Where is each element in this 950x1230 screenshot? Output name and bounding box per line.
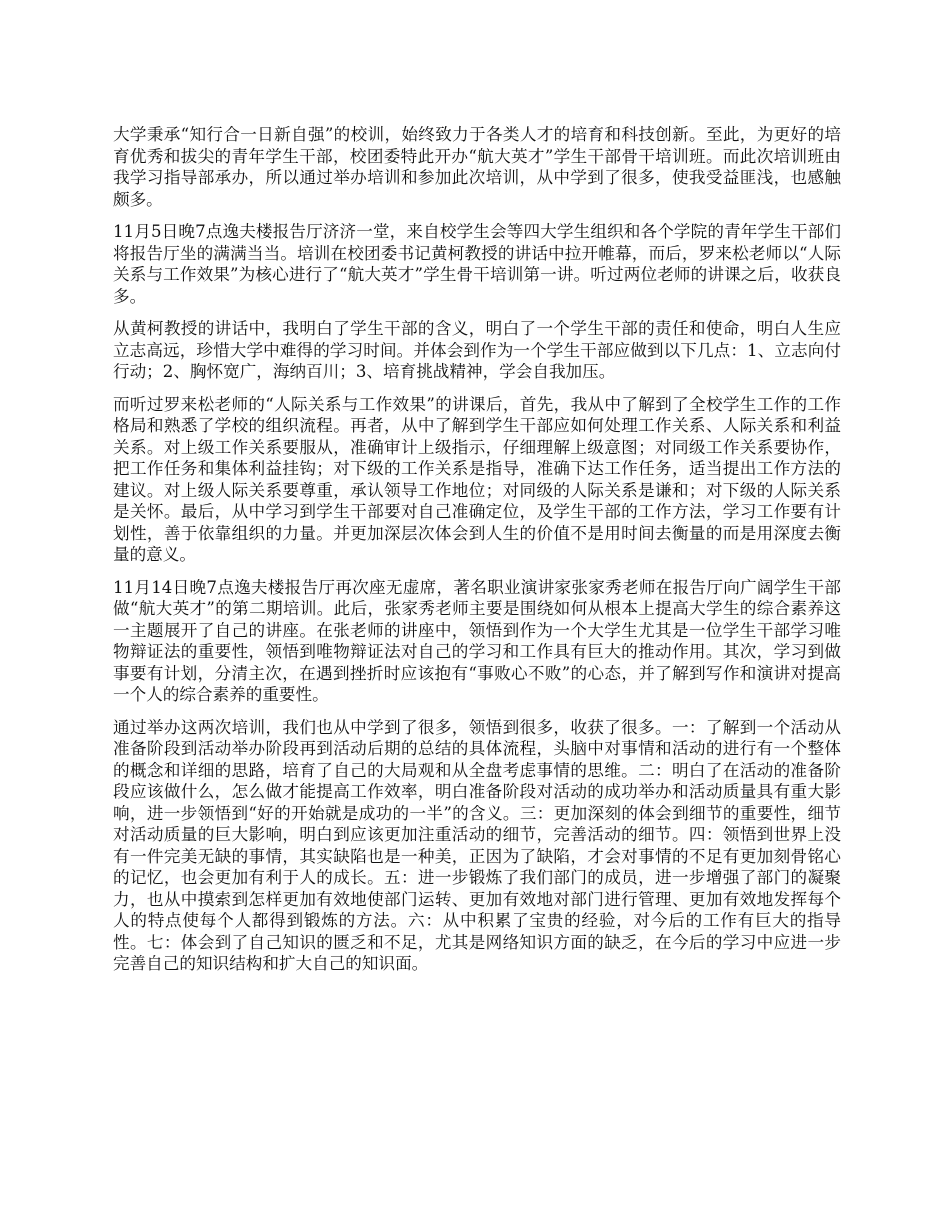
paragraph-luo-laisong-lecture: 而听过罗来松老师的“人际关系与工作效果”的讲课后，首先，我从中了解到了全校学生工作的工作格局和熟悉了学校的组织流程。再者，从中了解到学生干部应如何处理工作关系、人际关系和利益关系。对上级工作关系要服从，准确审计上级指示，仔细理解上级意图；对同级工作关系要协作，把工作任务和集体利益挂钩；对下级的工作关系是指导，准确下达工作任务，适当提出工作方法的建议。对上级人际关系要尊重，承认领导工作地位；对同级的人际关系是谦和；对下级的人际关系是关怀。最后，从中学习到学生干部要对自己准确定位，及学生干部的工作方法，学习工作要有计划性，善于依靠组织的力量。并更加深层次体会到人生的价值不是用时间去衡量的而是用深度去衡量的意义。 (113, 394, 841, 564)
paragraph-second-training: 11月14日晚7点逸夫楼报告厅再次座无虚席，著名职业演讲家张家秀老师在报告厅向广阔学生干部做“航大英才”的第二期培训。此后，张家秀老师主要是围绕如何从根本上提高大学生的综合素养这一主题展开了自己的讲座。在张老师的讲座中，领悟到作为一个大学生尤其是一位学生干部学习唯物辩证法的重要性，领悟到唯物辩证法对自己的学习和工作具有巨大的推动作用。其次，学习到做事要有计划，分清主次，在遇到挫折时应该抱有“事败心不败”的心态，并了解到写作和演讲对提高一个人的综合素养的重要性。 (113, 577, 841, 704)
paragraph-huang-ke-speech: 从黄柯教授的讲话中，我明白了学生干部的含义，明白了一个学生干部的责任和使命，明白人生应立志高远，珍惜大学中难得的学习时间。并体会到作为一个学生干部应做到以下几点：1、立志向付行动；2、胸怀宽广，海纳百川；3、培育挑战精神，学会自我加压。 (113, 319, 841, 381)
paragraph-first-training: 11月5日晚7点逸夫楼报告厅济济一堂，来自校学生会等四大学生组织和各个学院的青年学生干部们将报告厅坐的满满当当。培训在校团委书记黄柯教授的讲话中拉开帷幕，而后，罗来松老师以“人际关系与工作效果”为核心进行了“航大英才”学生骨干培训第一讲。听过两位老师的讲课之后，收获良多。 (113, 222, 841, 306)
paragraph-summary-gains: 通过举办这两次培训，我们也从中学到了很多，领悟到很多，收获了很多。一：了解到一个活动从准备阶段到活动举办阶段再到活动后期的总结的具体流程，头脑中对事情和活动的进行有一个整体的概念和详细的思路，培育了自己的大局观和从全盘考虑事情的思维。二：明白了在活动的准备阶段应该做什么，怎么做才能提高工作效率，明白准备阶段对活动的成功举办和活动质量具有重大影响，进一步领悟到“好的开始就是成功的一半”的含义。三：更加深刻的体会到细节的重要性，细节对活动质量的巨大影响，明白到应该更加注重活动的细节，完善活动的细节。四：领悟到世界上没有一件完美无缺的事情，其实缺陷也是一种美，正因为了缺陷，才会对事情的不足有更加刻骨铭心的记忆，也会更加有利于人的成长。五：进一步锻炼了我们部门的成员，进一步增强了部门的凝聚力，也从中摸索到怎样更加有效地使部门运转、更加有效地对部门进行管理、更加有效地发挥每个人的特点使每个人都得到锻炼的方法。六：从中积累了宝贵的经验，对今后的工作有巨大的指导性。七：体会到了自己知识的匮乏和不足，尤其是网络知识方面的缺乏，在今后的学习中应进一步完善自己的知识结构和扩大自己的知识面。 (113, 717, 841, 973)
paragraph-motto-intro: 大学秉承“知行合一日新自强”的校训，始终致力于各类人才的培育和科技创新。至此，为更好的培育优秀和拔尖的青年学生干部，校团委特此开办“航大英才”学生干部骨干培训班。而此次培训班由我学习指导部承办，所以通过举办培训和参加此次培训，从中学到了很多，使我受益匪浅，也感触颇多。 (113, 125, 841, 209)
document-body (113, 124, 841, 986)
